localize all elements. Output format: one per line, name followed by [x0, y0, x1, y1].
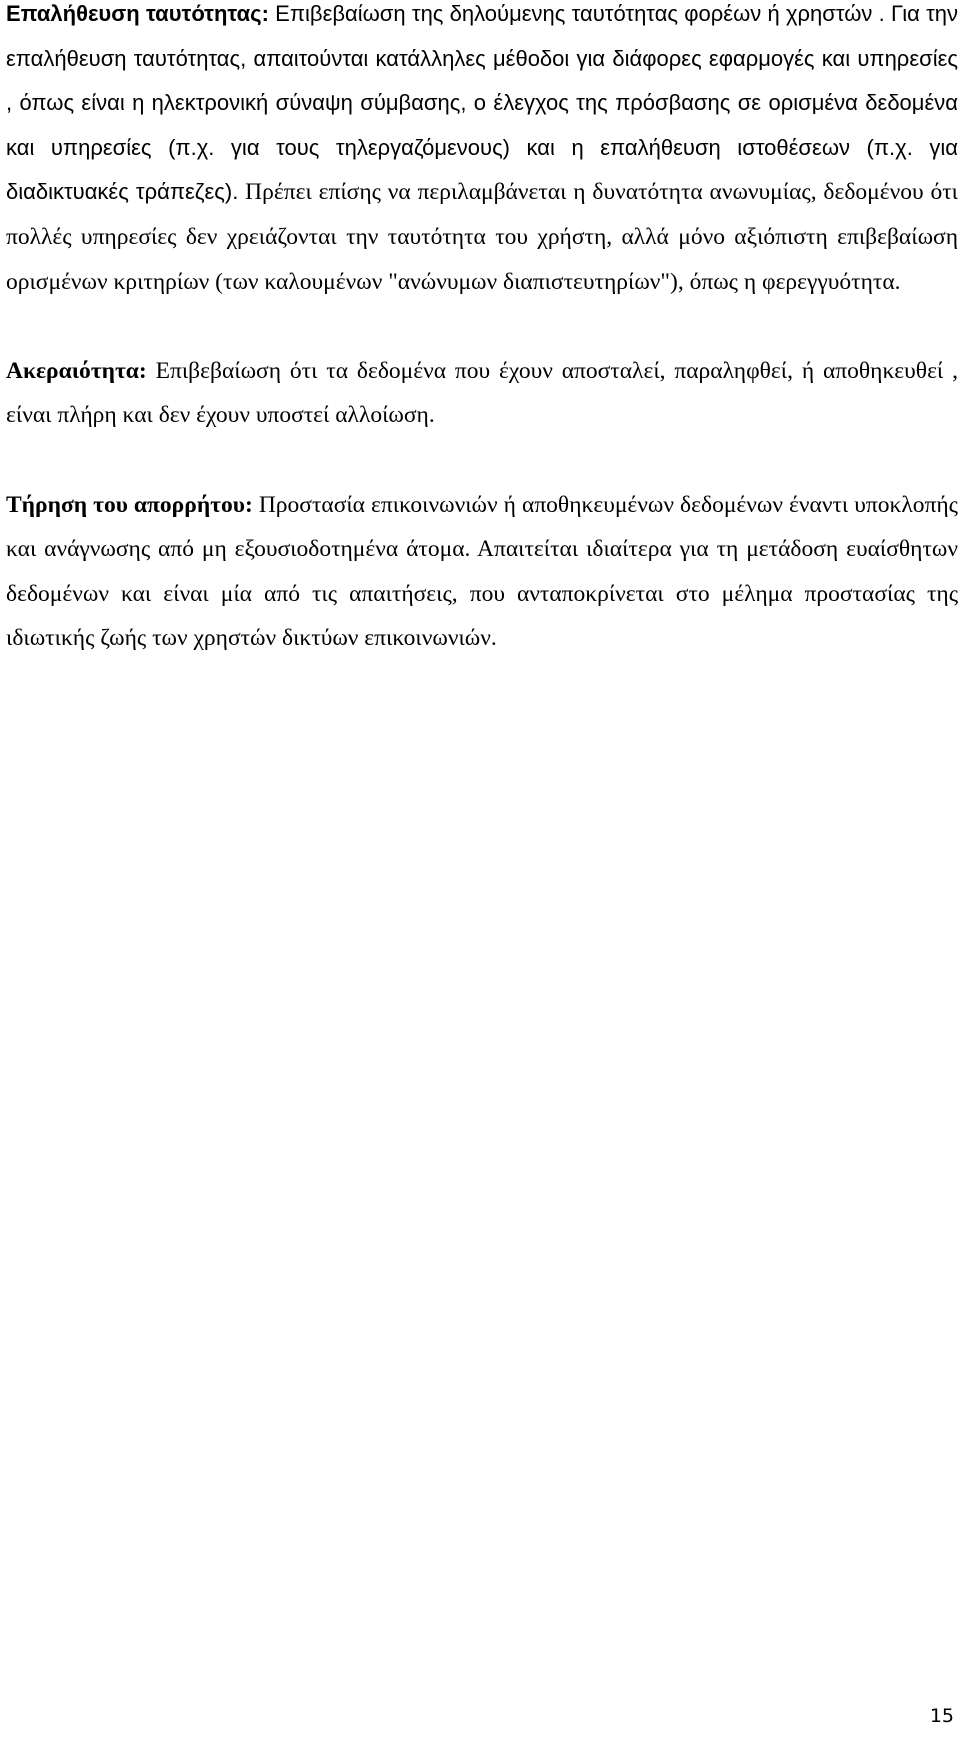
term-authentication: Επαλήθευση ταυτότητας:	[6, 1, 269, 26]
definition-integrity: Επιβεβαίωση ότι τα δεδομένα που έχουν αποσταλεί, παραληφθεί, ή αποθηκευθεί , είναι πλήρη και δεν έχουν υποστεί αλλοίωση.	[6, 357, 958, 429]
definition-authentication-part2: Πρέπει επίσης να περιλαμβάνεται η δυνατότητα ανωνυμίας, δεδομένου ότι πολλές υπηρεσίες δεν χρειάζονται την ταυτότητα του χρήστη, αλλά μόνο αξιόπιστη επιβεβαίωση ορισμένων κριτηρίων (των καλουμένων "ανώνυμων διαπιστευτηρίων"), όπως η φερεγγυότητα.	[6, 179, 958, 295]
definition-confidentiality: Προστασία επικοινωνιών ή αποθηκευμένων δεδομένων έναντι υποκλοπής και ανάγνωσης από μη εξουσιοδοτημένα άτομα. Απαιτείται ιδιαίτερα για τη μετάδοση ευαίσθητων δεδομένων και είναι μία από τις απαιτήσεις, που ανταποκρίνεται στο μέλημα προστασίας της ιδιωτικής ζωής των χρηστών δικτύων επικοινωνιών.	[6, 491, 958, 652]
paragraph-authentication	[6, 0, 958, 304]
paragraph-integrity	[6, 349, 958, 438]
document-page	[6, 0, 958, 661]
definition-authentication-part1: Επιβεβαίωση της δηλούμενης ταυτότητας φορέων ή χρηστών . Για την επαλήθευση ταυτότητας, απαιτούνται κατάλληλες μέθοδοι για διάφορες εφαρμογές και υπηρεσίες , όπως είναι η ηλεκτρονική σύναψη σύμβασης, ο έλεγχος της πρόσβασης σε ορισμένα δεδομένα και υπηρεσίες (π.χ. για τους τηλεργαζόμενους) και η επαλήθευση ιστοθέσεων (π.χ. για διαδικτυακές τράπεζες).	[6, 1, 958, 205]
page-number: 15	[929, 1705, 954, 1727]
term-integrity: Ακεραιότητα:	[6, 357, 147, 384]
term-confidentiality: Τήρηση του απορρήτου:	[6, 491, 253, 518]
paragraph-confidentiality	[6, 483, 958, 661]
